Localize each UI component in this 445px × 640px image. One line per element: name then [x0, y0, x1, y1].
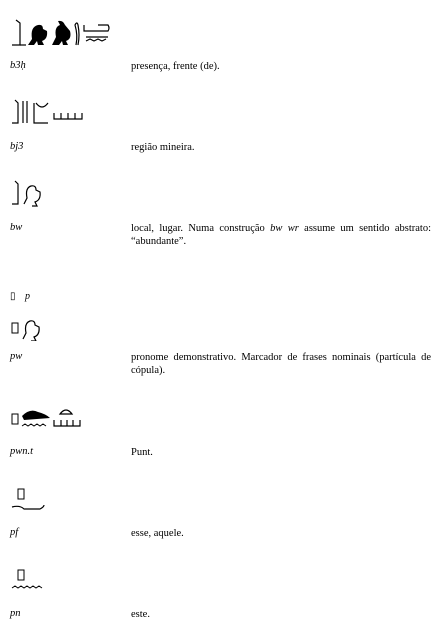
hieroglyph-group: [10, 568, 50, 598]
gloss: Punt.: [131, 447, 153, 458]
transliteration: pwn.t: [10, 446, 34, 457]
chick-hieroglyph-icon: [24, 186, 40, 206]
water-hieroglyph-icon: [22, 424, 46, 426]
gloss-text: assume um sentido abstrato: “abundante”.: [131, 223, 431, 247]
hieroglyph-group: [10, 404, 90, 434]
leg-hieroglyph-icon: [12, 20, 26, 45]
gloss: esse, aquele.: [131, 528, 184, 539]
basin-hieroglyph-icon: [34, 103, 48, 123]
gloss: [131, 222, 431, 248]
viper-hieroglyph-icon: [12, 505, 44, 509]
ibis-hieroglyph-icon: [52, 21, 71, 45]
hieroglyph-group: [10, 97, 100, 127]
stool-hieroglyph-icon: [12, 414, 18, 424]
bread-hieroglyph-icon: [60, 410, 72, 414]
sign-phonetic: p: [25, 291, 30, 302]
transliteration: pw: [10, 351, 23, 362]
transliteration: bj3: [10, 141, 24, 152]
transliteration: b3ḥ: [10, 60, 26, 71]
gloss-emphasis: bw wr: [270, 223, 299, 234]
gloss: este.: [131, 609, 150, 620]
hieroglyph-group: [10, 487, 50, 517]
hieroglyph-group: [10, 315, 50, 345]
chick-hieroglyph-icon: [23, 321, 39, 341]
stool-hieroglyph-icon: [18, 489, 24, 499]
stool-hieroglyph-icon: ▯: [10, 291, 16, 302]
hieroglyph-group: [10, 178, 50, 208]
transliteration: pf: [10, 527, 19, 538]
water-hieroglyph-icon: [12, 586, 42, 588]
stalk-hieroglyph-icon: [75, 23, 79, 45]
viper-hieroglyph-icon: [22, 411, 50, 420]
gloss: pronome demonstrativo. Marcador de frases nominais (partícula de cópula).: [131, 352, 431, 376]
mineral-hieroglyph-icon: [54, 420, 80, 426]
leg-hieroglyph-icon: [12, 181, 18, 204]
leg-hieroglyph-icon: [12, 100, 18, 123]
basin-hieroglyph-icon: [84, 25, 109, 41]
hieroglyph-group: [10, 17, 120, 47]
transliteration: bw: [10, 222, 23, 233]
stool-hieroglyph-icon: [12, 323, 18, 333]
gloss-text: local, lugar. Numa construção: [131, 223, 271, 234]
transliteration: pn: [10, 608, 21, 619]
stool-hieroglyph-icon: [18, 570, 24, 580]
gloss: presença, frente (de).: [131, 61, 220, 72]
vulture-hieroglyph-icon: [28, 25, 47, 45]
gloss: região mineira.: [131, 142, 195, 153]
reed-hieroglyph-icon: [23, 101, 27, 123]
mineral-hieroglyph-icon: [54, 113, 82, 119]
